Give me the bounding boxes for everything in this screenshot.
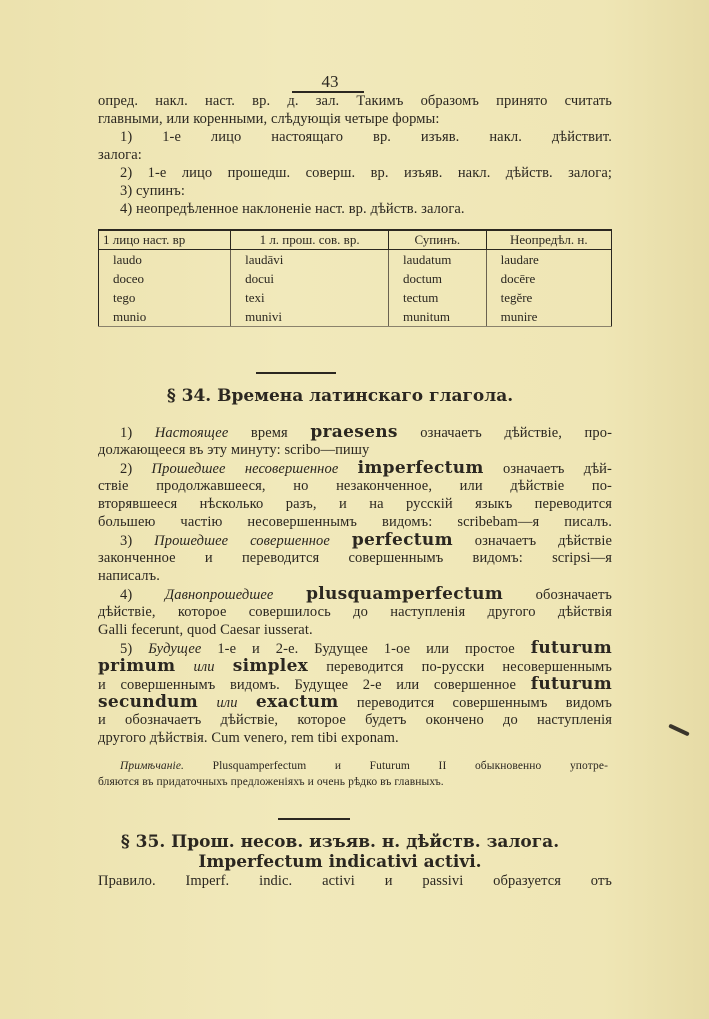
text-line [98,423,612,441]
italic-term: Примѣчаніе. [120,760,185,772]
text-segment: Plusquamperfectum и Futurum II обыкновенно употре- [184,760,608,772]
text-line [98,567,612,585]
footnote [98,758,608,790]
section-35-subtitle: Imperfectum indicativi activi. [198,852,482,872]
latin-term: primum [98,656,176,676]
text-line [98,513,612,531]
table-cell: docui [231,269,389,288]
italic-term: Прошедшее совершенное [154,533,330,549]
table-header-cell: Супинъ. [389,230,487,250]
divider [256,372,336,374]
text-line [98,200,612,218]
italic-term: или [198,695,256,711]
text-segment: переводится по-русски несовершеннымъ [308,659,612,675]
text-segment: должающееся въ эту минуту: scribo—пишу [98,442,370,458]
text-segment: означаетъ дѣйствіе, про- [397,425,612,441]
rule-paragraph [98,872,612,890]
text-segment: вторявшееся нѣсколько разъ, и на русскій языкъ переводится [98,496,612,512]
table-cell: tectum [389,288,487,307]
table-cell: texi [231,288,389,307]
text-segment [273,587,306,603]
table-cell: laudare [486,250,611,270]
table-cell: doctum [389,269,487,288]
text-segment: 4) [120,587,165,603]
text-segment: другого дѣйствія. Cum venero, rem tibi exponam. [98,730,399,746]
italic-term: Прошедшее несовершенное [151,461,339,477]
text-line [98,675,612,693]
text-line [98,657,612,675]
text-segment: время [228,425,311,441]
text-segment: означаетъ дѣйствіе [452,533,612,549]
text-line [98,872,612,890]
table-header-cell: 1 л. прош. сов. вр. [231,230,389,250]
text-line [98,729,612,747]
italic-term: Настоящее [154,425,229,441]
text-segment: Правило. [98,873,156,889]
intro-paragraph [98,92,612,218]
text-line [98,585,612,603]
text-segment: Galli fecerunt, quod Caesar iusserat. [98,622,313,638]
text-line [98,639,612,657]
text-line [98,441,612,459]
table-row [99,307,612,327]
text-line [98,495,612,513]
text-line [98,459,612,477]
table-cell: munire [486,307,611,327]
table-cell: laudatum [389,250,487,270]
text-segment: ствіе продолжавшееся, но незаконченное, или дѣйствіе по- [98,478,612,494]
text-segment [330,533,352,549]
text-segment: Imperf. indic. activi и passivi образуется отъ [155,873,612,889]
text-segment: 1) 1-е лицо настоящаго вр. изъяв. накл. дѣйствит. [120,129,612,145]
text-line [98,110,612,128]
text-segment: означаетъ дѣй- [483,461,612,477]
text-segment: и обозначаетъ дѣйствіе, которое будетъ окончено до наступленія [98,712,612,728]
text-segment: обозначаетъ [503,587,612,603]
text-segment: опред. накл. наст. вр. д. зал. Такимъ образомъ принято считать [98,93,612,109]
table-header-cell: Неопредѣл. н. [486,230,611,250]
latin-term: praesens [310,422,398,442]
latin-term: simplex [232,656,309,676]
text-line [98,621,612,639]
latin-term: futurum [530,638,612,658]
text-segment: главными, или коренными, слѣдующія четыре формы: [98,111,440,127]
table-row [99,250,612,270]
text-segment: написалъ. [98,568,160,584]
italic-term: Будущее [148,641,202,657]
latin-term: imperfectum [357,458,484,478]
text-line [98,531,612,549]
text-segment: 5) [120,641,149,657]
text-segment: переводится совершеннымъ видомъ [338,695,613,711]
text-segment [338,461,357,477]
text-line [98,603,612,621]
text-segment: 4) неопредѣленное наклоненіе наст. вр. дѣйств. залога. [120,201,465,217]
table-header-cell: 1 лицо наст. вр [99,230,231,250]
latin-term: perfectum [351,530,453,550]
table-cell: tegĕre [486,288,611,307]
table-header-row [99,230,612,250]
text-segment: бляются въ придаточныхъ предложеніяхъ и очень рѣдко въ главныхъ. [98,776,444,788]
text-line [98,711,612,729]
italic-term: или [175,659,233,675]
text-line [98,182,612,200]
table-row [99,269,612,288]
text-line [98,92,612,110]
text-line [98,477,612,495]
text-line [98,693,612,711]
text-line [98,774,608,790]
text-segment: 1-е и 2-е. Будущее 1-ое или простое [201,641,531,657]
text-segment: 2) 1-е лицо прошедш. соверш. вр. изъяв. накл. дѣйств. залога; [120,165,612,181]
section-34-body [98,423,612,747]
text-segment: 1) [120,425,155,441]
section-34-heading: § 34. Времена латинскаго глагола. [166,386,514,406]
latin-term: exactum [255,692,339,712]
table-cell: docēre [486,269,611,288]
latin-term: plusquamperfectum [306,584,504,604]
table-cell: munivi [231,307,389,327]
table-cell: laudo [99,250,231,270]
table-cell: doceo [99,269,231,288]
section-35-heading: § 35. Прош. несов. изъяв. н. дѣйств. залога. [120,832,560,852]
text-segment: и совершеннымъ видомъ. Будущее 2-е или совершенное [98,677,531,693]
table-cell: tego [99,288,231,307]
italic-term: Давнопрошедшее [164,587,274,603]
text-segment: 3) супинъ: [120,183,186,199]
text-segment: большею частію несовершеннымъ видомъ: scribebam—я писалъ. [98,514,612,530]
text-line [98,164,612,182]
principal-parts-table [98,229,612,327]
latin-term: secundum [98,692,199,712]
text-segment: 3) [120,533,155,549]
table-row [99,288,612,307]
table-cell: laudāvi [231,250,389,270]
divider [278,818,350,820]
table-cell: munio [99,307,231,327]
text-line [98,146,612,164]
table-cell: munitum [389,307,487,327]
text-segment: 2) [120,461,152,477]
text-line [98,758,608,774]
text-segment: законченное и переводится совершеннымъ видомъ: scripsi—я [98,550,612,566]
text-line [98,128,612,146]
latin-term: futurum [530,674,612,694]
text-line [98,549,612,567]
text-segment: дѣйствіе, которое совершилось до наступленія другого дѣйствія [98,604,612,620]
text-segment: залога: [98,147,142,163]
page-number: 43 [321,72,339,91]
